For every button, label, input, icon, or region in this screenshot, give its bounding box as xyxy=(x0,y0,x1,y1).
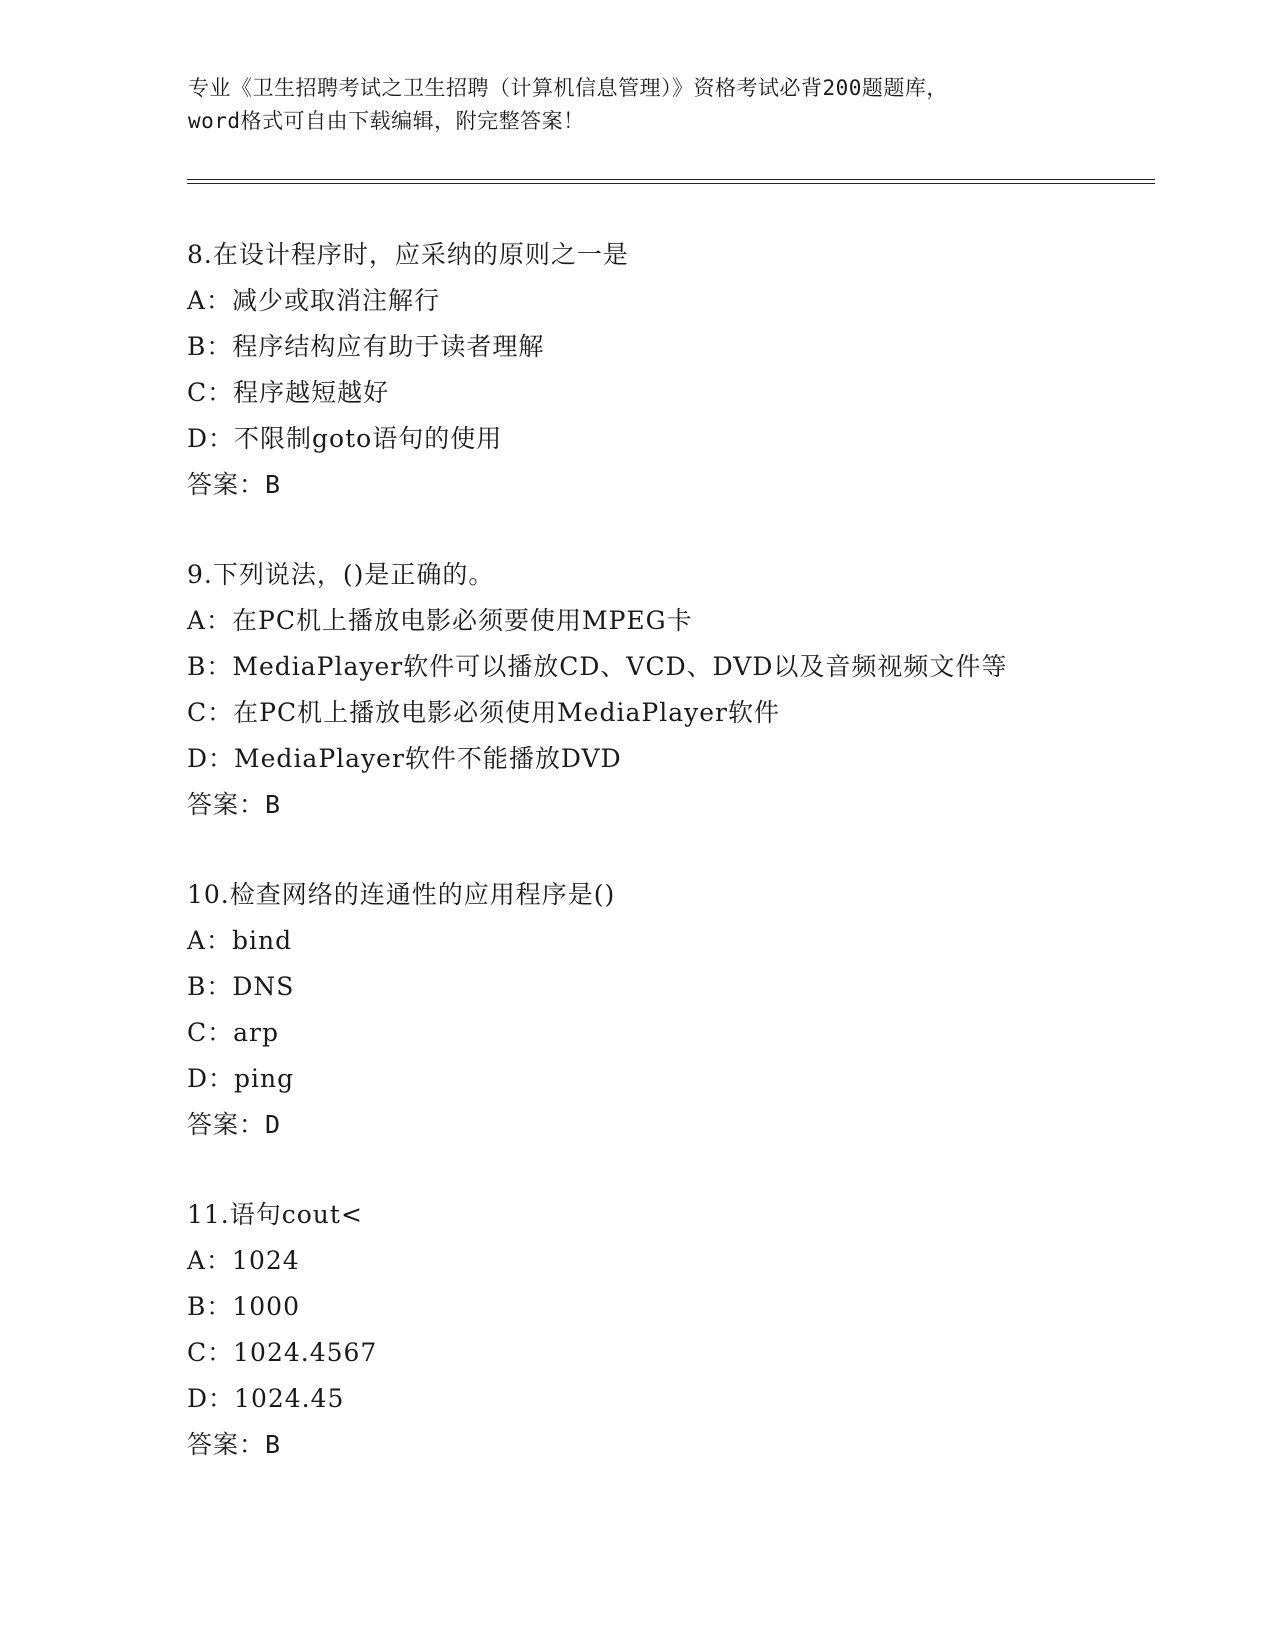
option-a: A：在PC机上播放电影必须要使用MPEG卡 xyxy=(187,606,693,635)
answer-line: 答案：B xyxy=(187,1430,282,1459)
question-stem: 8.在设计程序时，应采纳的原则之一是 xyxy=(187,240,629,269)
question-8 xyxy=(187,232,1167,508)
question-10 xyxy=(187,872,1167,1148)
option-a: A：减少或取消注解行 xyxy=(187,286,441,315)
question-stem: 9.下列说法，()是正确的。 xyxy=(187,560,495,589)
option-c: C：arp xyxy=(187,1018,279,1047)
answer-line: 答案：B xyxy=(187,470,282,499)
option-d: D：MediaPlayer软件不能播放DVD xyxy=(187,744,622,773)
header-title-line-2: word格式可自由下载编辑，附完整答案！ xyxy=(188,109,585,133)
question-stem: 11.语句cout< xyxy=(187,1200,363,1229)
question-9 xyxy=(187,552,1167,828)
option-b: B：DNS xyxy=(187,972,295,1001)
question-11 xyxy=(187,1192,1167,1468)
option-d: D：1024.45 xyxy=(187,1384,345,1413)
header-divider-bottom xyxy=(187,183,1155,184)
option-d: D：不限制goto语句的使用 xyxy=(187,424,503,453)
answer-line: 答案：D xyxy=(187,1110,282,1139)
question-list xyxy=(187,232,1167,1512)
document-header xyxy=(188,72,1088,138)
option-c: C：1024.4567 xyxy=(187,1338,378,1367)
option-a: A：1024 xyxy=(187,1246,300,1275)
option-b: B：程序结构应有助于读者理解 xyxy=(187,332,545,361)
option-a: A：bind xyxy=(187,926,293,955)
option-b: B：MediaPlayer软件可以播放CD、VCD、DVD以及音频视频文件等 xyxy=(187,652,1008,681)
option-c: C：程序越短越好 xyxy=(187,378,390,407)
header-title-line-1: 专业《卫生招聘考试之卫生招聘（计算机信息管理）》资格考试必背200题题库， xyxy=(188,76,948,100)
header-divider-top xyxy=(187,179,1155,180)
answer-line: 答案：B xyxy=(187,790,282,819)
option-d: D：ping xyxy=(187,1064,295,1093)
question-stem: 10.检查网络的连通性的应用程序是() xyxy=(187,880,616,909)
option-c: C：在PC机上播放电影必须使用MediaPlayer软件 xyxy=(187,698,780,727)
option-b: B：1000 xyxy=(187,1292,300,1321)
